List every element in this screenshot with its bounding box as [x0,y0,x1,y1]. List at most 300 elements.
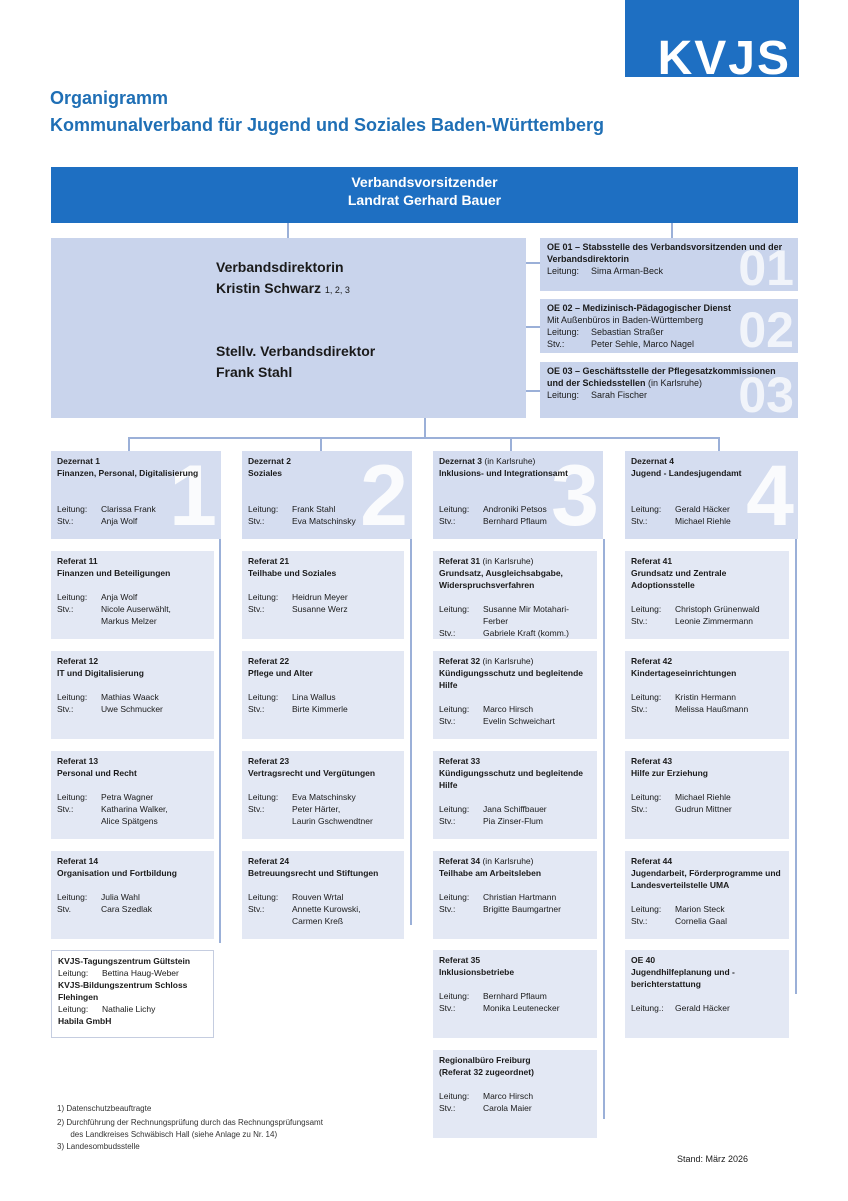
value: Cornelia Gaal [675,916,727,926]
referat-line [57,615,208,627]
referat-title: Teilhabe und Soziales [248,568,337,578]
referat-title: Pflege und Alter [248,668,313,678]
label: Leitung: [57,892,88,902]
label: Stv.: [631,616,648,626]
value: Anja Wolf [101,592,138,602]
dezernat-title: Jugend - Landesjugendamt [631,468,742,478]
label: Leitung: [248,692,279,702]
oe-02-box [540,299,798,353]
tagung-title: KVJS-Tagungszentrum Gültstein [58,956,191,966]
label: Stv. [57,904,72,914]
referat-line [631,791,783,803]
label: Stv.: [439,716,456,726]
label: Leitung.: [631,1003,664,1013]
referat-box [242,651,404,739]
label: Leitung: [248,592,279,602]
boss-name: Landrat Gerhard Bauer [347,192,502,208]
referat-box [51,551,214,639]
connector [128,437,720,439]
referat-line [631,603,783,615]
referat-line [248,791,398,803]
referat-header [631,954,783,966]
director-name [216,278,350,300]
label: Stv.: [631,804,648,814]
label: Leitung: [57,504,88,514]
dezernat-head: Dezernat 2 [248,456,291,466]
oe-number: 01 [738,240,794,291]
value: Leonie Zimmermann [675,616,753,626]
value: Androniki Petsos [483,504,547,514]
label: Leitung: [439,604,470,614]
referat-line [248,691,398,703]
referat-box [625,851,789,939]
value: Carola Maier [483,1103,532,1113]
referat-line [439,1102,591,1114]
label: Stv.: [439,904,456,914]
referat-line [57,803,208,815]
referat-title: Betreuungsrecht und Stiftungen [248,868,379,878]
label: Stv.: [57,516,74,526]
label: Stv.: [547,339,565,349]
value: Eva Matschinsky [292,516,356,526]
label: Leitung: [248,792,279,802]
label: Leitung: [631,604,662,614]
deputy-role: Stellv. Verbandsdirektor [216,343,376,359]
referat-header [439,954,591,966]
referat-location: (in Karlsruhe) [480,856,534,866]
dezernat-header [631,455,792,467]
referat-line [57,791,208,803]
value: Nicole Auserwählt, [101,604,171,614]
referat-line [248,815,398,827]
connector [128,437,130,451]
value: Peter Sehle, Marco Nagel [591,339,695,349]
referat-title: Jugendhilfeplanung und -berichterstattung [631,967,735,989]
bildungszentrum-title: KVJS-Bildungszentrum Schloss Flehingen [58,980,188,1002]
referat-line [248,903,398,915]
value: Kristin Hermann [675,692,736,702]
label: Stv.: [631,704,648,714]
referat-title: Kündigungsschutz und begleitende Hilfe [439,768,584,790]
dezernat-number: 4 [746,451,794,539]
label [57,815,101,827]
director-name-text: Kristin Schwarz [216,280,322,296]
value: Laurin Gschwendtner [292,816,373,826]
referat-line [57,691,208,703]
value: Frank Stahl [292,504,336,514]
referat-header [248,855,398,867]
label: Stv.: [57,704,74,714]
value: Michael Riehle [675,792,731,802]
referat-header [631,855,783,867]
referat-header [57,555,208,567]
dezernat-header [57,455,215,467]
referat-head: Referat 41 [631,556,673,566]
label: Leitung: [58,1004,89,1014]
value: Mathias Waack [101,692,159,702]
footnote-2-cont: des Landkreises Schwäbisch Hall (siehe Anlage zu Nr. 14) [57,1130,278,1139]
referat-title: Teilhabe am Arbeitsleben [439,868,542,878]
connector [603,539,605,1119]
referat-box [433,851,597,939]
value: Carmen Kreß [292,916,344,926]
value: Gabriele Kraft (komm.) [483,628,569,638]
referat-line [631,903,783,915]
referat-box [433,651,597,739]
referat-header [631,555,783,567]
referat-header [439,755,591,767]
label: Leitung: [58,968,89,978]
oe-03-box [540,362,798,418]
value: Birte Kimmerle [292,704,348,714]
dezernat-2-box [242,451,412,539]
label: Stv.: [57,804,74,814]
referat-title: Jugendarbeit, Förderprogramme und Landesverteilstelle UMA [631,868,781,890]
label: Leitung: [439,704,470,714]
dezernat-stv [248,515,406,527]
referat-header [439,655,591,667]
stand-date: Stand: März 2026 [676,1154,748,1164]
dezernat-head: Dezernat 1 [57,456,100,466]
referat-line [631,1002,783,1014]
label: Stv.: [439,628,456,638]
referat-box [433,751,597,839]
referat-header [248,755,398,767]
oe-title: OE 02 – Medizinisch-Pädagogischer Dienst [547,303,732,313]
referat-line [439,990,591,1002]
dezernat-stv [631,515,792,527]
referat-line [439,603,591,627]
dezernat-head: Dezernat 4 [631,456,674,466]
dezernat-4-box [625,451,798,539]
value: Marco Hirsch [483,1091,534,1101]
referat-title: Grundsatz und Zentrale Adoptionsstelle [631,568,727,590]
dezernat-header [439,455,597,467]
dezernat-stv [57,515,215,527]
value: Alice Spätgens [101,816,158,826]
director-role: Verbandsdirektorin [216,259,344,275]
connector [510,437,512,451]
referat-line [439,703,591,715]
referat-line [631,615,783,627]
referat-head: Referat 33 [439,756,481,766]
referat-box [625,651,789,739]
referat-line [248,891,398,903]
label: Stv.: [439,1103,456,1113]
referat-title: Inklusionsbetriebe [439,967,515,977]
connector [410,539,412,925]
dezernat-number: 2 [360,451,408,539]
referat-box [242,551,404,639]
value: Bettina Haug-Weber [102,968,179,978]
referat-box [625,551,789,639]
referat-line [57,903,208,915]
connector [287,223,289,238]
referat-box [433,1050,597,1138]
label: Stv.: [439,1003,456,1013]
label: Leitung: [631,792,662,802]
value: Pia Zinser-Flum [483,816,543,826]
value: Bernhard Pflaum [483,991,547,1001]
value: Sarah Fischer [591,390,648,400]
referat-line [631,703,783,715]
referat-head: Referat 11 [57,556,98,566]
value: Heidrun Meyer [292,592,348,602]
value: Melissa Haußmann [675,704,749,714]
referat-line [439,627,591,639]
deputy-name: Frank Stahl [216,364,293,380]
referat-title: IT und Digitalisierung [57,668,144,678]
referat-location: (in Karlsruhe) [480,656,534,666]
oe-number: 03 [738,367,794,418]
dezernat-head: Dezernat 3 [439,456,482,466]
label: Leitung: [439,1091,470,1101]
label: Leitung: [631,692,662,702]
referat-box [51,751,214,839]
label [248,915,292,927]
director-footnote-refs: 1, 2, 3 [324,285,350,295]
label: Leitung: [439,504,470,514]
value: Gerald Häcker [675,504,730,514]
value: Cara Szedlak [101,904,153,914]
tagungszentrum-box [51,950,214,1038]
referat-header [439,1054,591,1066]
referat-line [439,1002,591,1014]
value: Clarissa Frank [101,504,156,514]
referat-box [433,950,597,1038]
referat-head: Regionalbüro Freiburg [439,1055,531,1065]
page-subtitle: Kommunalverband für Jugend und Soziales Baden-Württemberg [50,115,605,135]
referat-header [248,655,398,667]
dezernat-leitung [631,503,792,515]
label [57,615,101,627]
label: Leitung: [57,792,88,802]
referat-line [57,603,208,615]
referat-title: Kündigungsschutz und begleitende Hilfe [439,668,584,690]
referat-head: Referat 31 [439,556,481,566]
connector [526,262,540,264]
dezernat-stv [439,515,597,527]
connector [526,390,540,392]
referat-head: Referat 13 [57,756,99,766]
referat-title: Grundsatz, Ausgleichsabgabe, Widerspruchsverfahren [439,568,563,590]
referat-title: Kindertageseinrichtungen [631,668,737,678]
label: Leitung: [439,892,470,902]
referat-box [51,851,214,939]
value: Eva Matschinsky [292,792,356,802]
connector [526,326,540,328]
connector [795,539,797,994]
value: Annette Kurowski, [292,904,361,914]
referat-box [433,551,597,639]
value: Jana Schiffbauer [483,804,547,814]
referat-head: OE 40 [631,955,656,965]
oe-01-box [540,238,798,291]
referat-line [248,915,398,927]
referat-header [631,655,783,667]
referat-title: Organisation und Fortbildung [57,868,177,878]
referat-head: Referat 22 [248,656,290,666]
connector [671,223,673,238]
oe-title: OE 01 – Stabsstelle des Verbandsvorsitzenden und der Verbandsdirektorin [547,242,783,264]
dezernat-header [248,455,406,467]
referat-head: Referat 24 [248,856,290,866]
value: Markus Melzer [101,616,157,626]
referat-line [57,891,208,903]
referat-head: Referat 34 [439,856,481,866]
verbandsdirektion-box [51,238,526,418]
referat-box [51,651,214,739]
value: Sebastian Straßer [591,327,664,337]
referat-line [439,1090,591,1102]
kvjs-logo: KVJS [625,0,799,77]
label: Leitung: [547,266,580,276]
referat-line [248,803,398,815]
label: Leitung: [631,504,662,514]
dezernat-number: 3 [551,451,599,539]
label: Leitung: [439,991,470,1001]
referat-line [248,703,398,715]
label: Leitung: [57,592,88,602]
value: Nathalie Lichy [102,1004,156,1014]
dezernat-title: Finanzen, Personal, Digitalisierung [57,468,199,478]
referat-header [57,655,208,667]
value: Rouven Wrtal [292,892,344,902]
dezernat-location: (in Karlsruhe) [482,456,536,466]
referat-box [242,751,404,839]
label: Leitung: [547,390,580,400]
label: Stv.: [248,904,265,914]
value: Marco Hirsch [483,704,534,714]
verbandsvorsitzender-box [51,167,798,223]
connector [219,539,221,943]
referat-line [631,691,783,703]
referat-head: Referat 21 [248,556,290,566]
label [248,815,292,827]
label: Stv.: [631,916,648,926]
referat-box [242,851,404,939]
label: Stv.: [57,604,74,614]
referat-line [57,815,208,827]
label: Stv.: [248,804,265,814]
referat-header [631,755,783,767]
referat-line [57,703,208,715]
value: Brigitte Baumgartner [483,904,561,914]
referat-title: Vertragsrecht und Vergütungen [248,768,376,778]
referat-location: (in Karlsruhe) [480,556,534,566]
dezernat-leitung [439,503,597,515]
referat-head: Referat 35 [439,955,481,965]
value: Sima Arman-Beck [591,266,664,276]
dezernat-title: Inklusions- und Integrationsamt [439,468,568,478]
referat-line [439,803,591,815]
label: Stv.: [248,604,265,614]
label: Leitung: [631,904,662,914]
referat-head: Referat 44 [631,856,673,866]
referat-head: Referat 43 [631,756,673,766]
label: Leitung: [57,692,88,702]
label: Leitung: [248,504,279,514]
value: Uwe Schmucker [101,704,163,714]
referat-header [439,555,591,567]
referat-line [248,591,398,603]
oe-subtitle: Mit Außenbüros in Baden-Württemberg [547,315,704,325]
referat-line [631,803,783,815]
referat-line [248,603,398,615]
dezernat-title: Soziales [248,468,283,478]
referat-header [439,855,591,867]
referat-line [631,915,783,927]
referat-line [57,591,208,603]
oe-number: 02 [738,302,794,353]
referat-head: Referat 23 [248,756,290,766]
value: Monika Leutenecker [483,1003,560,1013]
value: Michael Riehle [675,516,731,526]
value: Susanne Mir Motahari-Ferber [483,604,569,626]
value: Anja Wolf [101,516,138,526]
dezernat-leitung [57,503,215,515]
value: Peter Härter, [292,804,341,814]
oe-title: OE 03 – Geschäftsstelle der Pflegesatzkommissionen und der Schiedsstellen [547,366,776,388]
referat-head: Referat 12 [57,656,99,666]
referat-head: Referat 42 [631,656,673,666]
label: Leitung: [248,892,279,902]
referat-line [439,891,591,903]
referat-title: Hilfe zur Erziehung [631,768,708,778]
boss-role: Verbandsvorsitzender [351,174,498,190]
value: Gudrun Mittner [675,804,732,814]
value: Bernhard Pflaum [483,516,547,526]
value: Katharina Walker, [101,804,168,814]
dezernat-number: 1 [169,451,217,539]
value: Petra Wagner [101,792,154,802]
referat-title: Personal und Recht [57,768,137,778]
referat-header [57,755,208,767]
value: Christian Hartmann [483,892,557,902]
habila-title: Habila GmbH [58,1016,112,1026]
label: Leitung: [439,804,470,814]
label: Stv.: [248,704,265,714]
referat-title: Finanzen und Beteiligungen [57,568,171,578]
value: Lina Wallus [292,692,336,702]
label: Leitung: [547,327,580,337]
referat-box [625,950,789,1038]
value: Marion Steck [675,904,725,914]
referat-line [439,715,591,727]
dezernat-3-box [433,451,603,539]
label: Stv.: [439,816,456,826]
connector [320,437,322,451]
referat-line [439,903,591,915]
connector [424,418,426,438]
label: Stv.: [631,516,648,526]
dezernat-leitung [248,503,406,515]
page-title: Organigramm [50,88,169,108]
footnote-3: 3) Landesombudsstelle [57,1142,140,1151]
connector [718,437,720,451]
referat-box [625,751,789,839]
value: Gerald Häcker [675,1003,730,1013]
referat-head: Referat 32 [439,656,481,666]
referat-line [439,815,591,827]
dezernat-1-box [51,451,221,539]
label: Stv.: [439,516,456,526]
referat-header [57,855,208,867]
value: Susanne Werz [292,604,348,614]
label: Stv.: [248,516,265,526]
referat-head: Referat 14 [57,856,99,866]
value: Julia Wahl [101,892,140,902]
